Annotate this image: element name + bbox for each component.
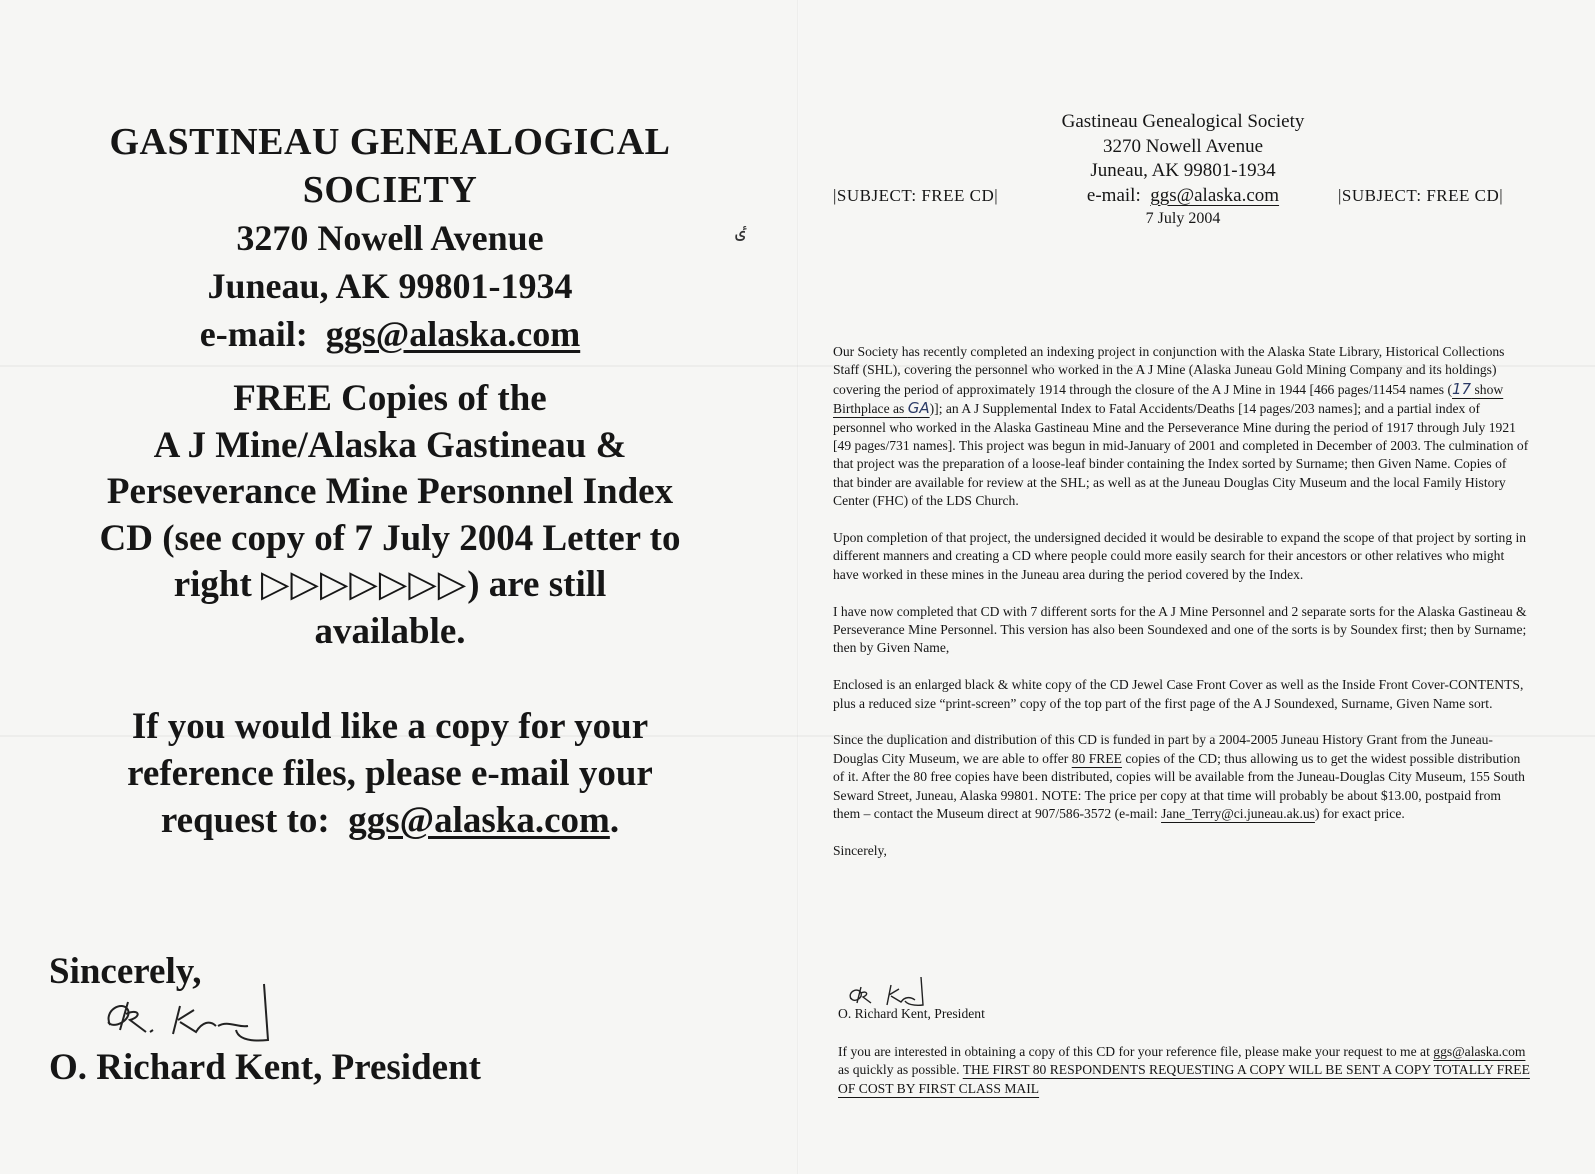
letter-org-name: Gastineau Genealogical Society <box>1061 111 1305 132</box>
flyer-offer-line: CD (see copy of 7 July 2004 Letter to <box>99 517 681 559</box>
handwritten-note: GA <box>907 399 930 418</box>
letter-email-link[interactable]: ggs@alaska.com <box>1150 184 1280 206</box>
ink-speck: ٸ <box>735 222 746 242</box>
museum-email-link[interactable]: Jane_Terry@ci.juneau.ak.us <box>1161 806 1315 822</box>
letter-text: If you are interested in obtaining a copy of this CD for your reference file, please make your request to me at <box>838 1044 1434 1059</box>
letter-body <box>833 343 1530 879</box>
letter-signer-name: O. Richard Kent, President <box>838 1006 985 1021</box>
letter-text: as quickly as possible. <box>838 1062 963 1078</box>
flyer-offer-line <box>40 562 740 609</box>
letter-paragraph: Enclosed is an enlarged black & white copy of the CD Jewel Case Front Cover as well as the Inside Front Cover-CONTENTS, plus a reduced size “print-screen” copy of the top part of the first page of the A J Soundexed, Surname, Given Name sort. <box>833 677 1524 711</box>
letter-email-label: e-mail: <box>1086 184 1141 206</box>
flyer-request <box>40 703 740 844</box>
letter-subject-right: |SUBJECT: FREE CD| <box>1338 186 1504 205</box>
letter-sincerely: Sincerely, <box>833 842 887 858</box>
flyer-offer <box>40 376 740 655</box>
letter-text: Since the duplication and distribution of this CD is funded in part by a 2004-2005 Juneau History Grant from the Juneau-Douglas City Museum, we are able to offer <box>833 732 1493 766</box>
letter-paragraph <box>833 731 1530 823</box>
letter-street: 3270 Nowell Avenue <box>1102 135 1264 157</box>
flyer-request-line: reference files, please e-mail your <box>127 753 653 794</box>
flyer-offer-word: right <box>173 564 252 605</box>
letter-text: ) for exact price. <box>1314 806 1405 822</box>
flyer-offer-line: available. <box>314 610 466 652</box>
closing-offer-terms: THE FIRST 80 RESPONDENTS REQUESTING A COPY WILL BE SENT A COPY TOTALLY FREE OF COST BY FIRST CLASS MAIL <box>838 1062 1530 1096</box>
flyer-email-label: e-mail: <box>199 314 308 354</box>
letter-paragraph: I have now completed that CD with 7 different sorts for the A J Mine Personnel and 2 separate sorts for the Alaska Gastineau & Perseverance Mine Personnel. This version has also been Soundexed and one of the sorts is by Soundex first; then by Surname; then by Given Name, <box>833 603 1527 656</box>
letter-text: show Birthplace as <box>833 381 1504 417</box>
flyer-signature <box>98 980 288 1050</box>
flyer-request-email-link[interactable]: ggs@alaska.com <box>348 800 610 841</box>
closing-email-link[interactable]: ggs@alaska.com <box>1433 1044 1526 1059</box>
flyer-offer-line: A J Mine/Alaska Gastineau & <box>153 424 627 466</box>
flyer-request-line: If you would like a copy for your <box>131 706 649 747</box>
flyer-email-link[interactable]: ggs@alaska.com <box>325 314 581 354</box>
letter-subject-left: |SUBJECT: FREE CD| <box>833 186 999 205</box>
flyer-request-line <box>40 797 740 844</box>
flyer-signer-name: O. Richard Kent, President <box>49 1047 481 1088</box>
flyer-offer-line: FREE Copies of the <box>233 378 547 419</box>
letter-closing <box>838 1043 1538 1098</box>
letter-email-row <box>993 184 1373 209</box>
letter-text: )]; an A J Supplemental Index to Fatal Accidents/Deaths [14 pages/203 names]; and a partial index of personnel who worked in the Alaska Gastineau Mine and the Perseverance Mine during the period of 1917 through July 1921 [49 pages/731 names]. This project was begun in mid-January of 2001 and completed in December of 2003. The culmination of that project was the preparation of a loose-leaf binder containing the Index sorted by Surname; then Given Name. Copies of that binder are available for review at the SHL; as well as at the Juneau Douglas City Museum and the local Family History Center (FHC) of the LDS Church. <box>833 401 1529 509</box>
handwritten-note: 17 <box>1452 379 1472 398</box>
free-copies-count: 80 FREE <box>1071 750 1122 766</box>
flyer-request-suffix: . <box>609 800 620 841</box>
arrow-right-icon: ▷▷▷▷▷▷▷ <box>261 564 468 605</box>
flyer-offer-tail: ) are still <box>467 564 607 605</box>
letter-paragraph: Upon completion of that project, the undersigned decided it would be desirable to expand the scope of that project by sorting in different manners and creating a CD where people could more easily search for their ancestors or other relatives who might have worked in these mines in the Juneau area during the period covered by the Index. <box>833 530 1527 582</box>
flyer <box>40 118 740 844</box>
flyer-org-line: GASTINEAU GENEALOGICAL <box>109 121 671 163</box>
letter-date: 7 July 2004 <box>1145 210 1221 227</box>
flyer-request-prefix: request to: <box>160 800 330 841</box>
letter-city: Juneau, AK 99801-1934 <box>1090 160 1276 181</box>
letter-paragraph <box>833 343 1530 511</box>
flyer-org-name <box>40 118 740 214</box>
page-fold <box>797 0 799 1174</box>
flyer-email-row <box>40 310 740 358</box>
letter-text: copies of the CD; thus allowing us to get the widest possible distribution of it. After the 80 free copies have been distributed, copies will be available from the Juneau-Douglas City Museum, 155 South Seward Street, Juneau, Alaska 99801. NOTE: The price per copy at that time will probably be about $13.00, postpaid from them – contact the Museum direct at 907/586-3572 (e-mail: <box>833 750 1525 822</box>
flyer-city: Juneau, AK 99801-1934 <box>207 266 573 306</box>
flyer-street: 3270 Nowell Avenue <box>236 218 544 258</box>
flyer-sincerely: Sincerely, <box>49 951 202 992</box>
flyer-org-line: SOCIETY <box>302 169 478 211</box>
letter-text: Our Society has recently completed an indexing project in conjunction with the Alaska State Library, Historical Collections Staff (SHL), covering the personnel who worked in the A J Mine (Alaska Juneau Gold Mining Company and its holdings) covering the period of approximately 1914 through the closure of the A J Mine in 1944 [466 pages/11454 names ( <box>833 344 1505 397</box>
flyer-offer-line: Perseverance Mine Personnel Index <box>106 471 674 512</box>
flyer-address <box>40 214 740 310</box>
letter-header <box>993 110 1373 230</box>
